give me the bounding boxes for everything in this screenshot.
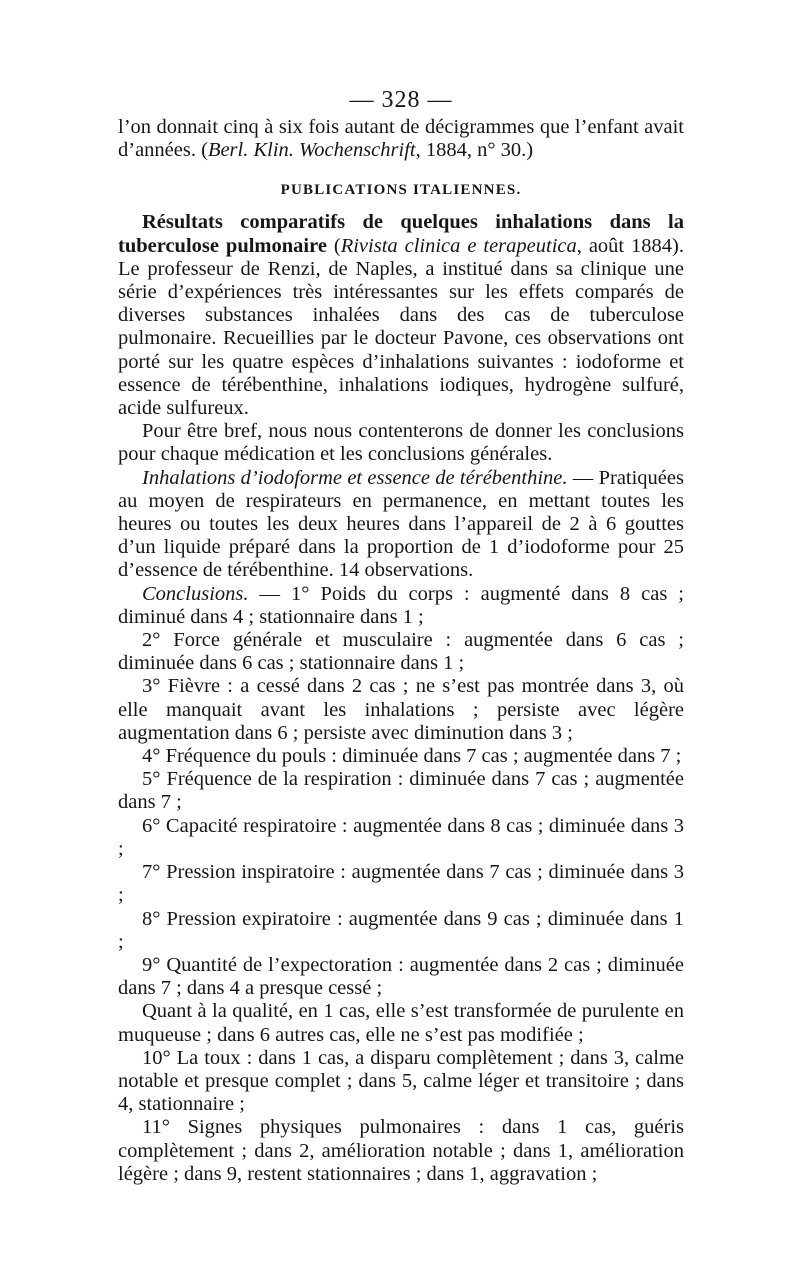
- list-item: Quant à la qualité, en 1 cas, elle s’est transformée de purulente en muqueuse ; dans 6 autres cas, elle ne s’est pas modifiée ;: [118, 1000, 684, 1046]
- intro-tail: , 1884, n° 30.): [415, 139, 534, 162]
- paragraph-3-text: — Pratiquées au moyen de respirateurs en permanence, en mettant toutes les heures ou toutes les deux heures dans l’appareil de 2 à 6 gouttes d’un liquide préparé dans la proportion de 1 d’iodoforme pour 25 d’essence de térébenthine. 14 observations.: [118, 466, 684, 582]
- page: [118, 0, 684, 1186]
- article-text: [118, 211, 684, 1186]
- body-text: [118, 116, 684, 162]
- list-item: 10° La toux : dans 1 cas, a disparu complètement ; dans 3, calme notable et presque complet ; dans 5, calme léger et transitoire ; dans 4, stationnaire ;: [118, 1046, 684, 1116]
- article-title: Résultats comparatifs de quelques inhalations dans la tuberculose pulmonaire: [118, 211, 684, 257]
- source-journal: Rivista clinica e terapeutica: [340, 234, 577, 257]
- page-number: — 328 —: [349, 87, 453, 113]
- list-item: 2° Force générale et musculaire : augmentée dans 6 cas ; diminuée dans 6 cas ; stationnaire dans 1 ;: [118, 629, 684, 675]
- article-first-paragraph: [118, 211, 684, 420]
- list-item: 3° Fièvre : a cessé dans 2 cas ; ne s’est pas montrée dans 3, où elle manquait avant les inhalations ; persiste avec légère augmentation dans 6 ; persiste avec diminution dans 3 ;: [118, 675, 684, 744]
- list-item: 6° Capacité respiratoire : augmentée dans 8 cas ; diminuée dans 3 ;: [118, 814, 684, 860]
- paragraph-3-heading: Inhalations d’iodoforme et essence de térébenthine.: [142, 466, 568, 489]
- paragraph-2: Pour être bref, nous nous contenterons de donner les conclusions pour chaque médication et les conclusions générales.: [118, 420, 684, 466]
- list-item: 5° Fréquence de la respiration : diminuée dans 7 cas ; augmentée dans 7 ;: [118, 768, 684, 814]
- list-item: 4° Fréquence du pouls : diminuée dans 7 cas ; augmentée dans 7 ;: [142, 745, 682, 768]
- list-item: 8° Pression expiratoire : augmentée dans 9 cas ; diminuée dans 1 ;: [118, 907, 684, 953]
- intro-paragraph: [118, 116, 684, 162]
- list-item: 9° Quantité de l’expectoration : augmentée dans 2 cas ; diminuée dans 7 ; dans 4 a presque cessé ;: [118, 953, 684, 1000]
- list-item: 11° Signes physiques pulmonaires : dans 1 cas, guéris complètement ; dans 2, amélioration notable ; dans 1, amélioration légère ; dans 9, restent stationnaires ; dans 1, aggravation ;: [118, 1116, 684, 1185]
- conclusions-text: — 1° Poids du corps : augmenté dans 8 cas ; diminué dans 4 ; stationnaire dans 1 ;: [118, 582, 684, 628]
- conclusions-heading: Conclusions.: [142, 582, 249, 605]
- conclusions-paragraph: [118, 583, 684, 629]
- section-heading: PUBLICATIONS ITALIENNES.: [280, 182, 522, 199]
- intro-text: l’on donnait cinq à six fois autant de décigrammes que l’enfant avait d’années. (: [118, 116, 684, 162]
- source-open-paren: (: [326, 234, 341, 257]
- journal-name: Berl. Klin. Wochenschrift: [207, 139, 416, 162]
- article-first-text: , août 1884). Le professeur de Renzi, de Naples, a institué dans sa clinique une série d’expériences très intéressantes sur les effets comparés de diverses substances inhalées dans des cas de tuberculose pulmonaire. Recueillies par le docteur Pavone, ces observations ont porté sur les quatre espèces d’inhalations suivantes : iodoforme et essence de térébenthine, inhalations iodiques, hydrogène sulfuré, acide sulfureux.: [118, 234, 685, 420]
- paragraph-3: [118, 467, 684, 583]
- list-item: 7° Pression inspiratoire : augmentée dans 7 cas ; diminuée dans 3 ;: [118, 861, 684, 907]
